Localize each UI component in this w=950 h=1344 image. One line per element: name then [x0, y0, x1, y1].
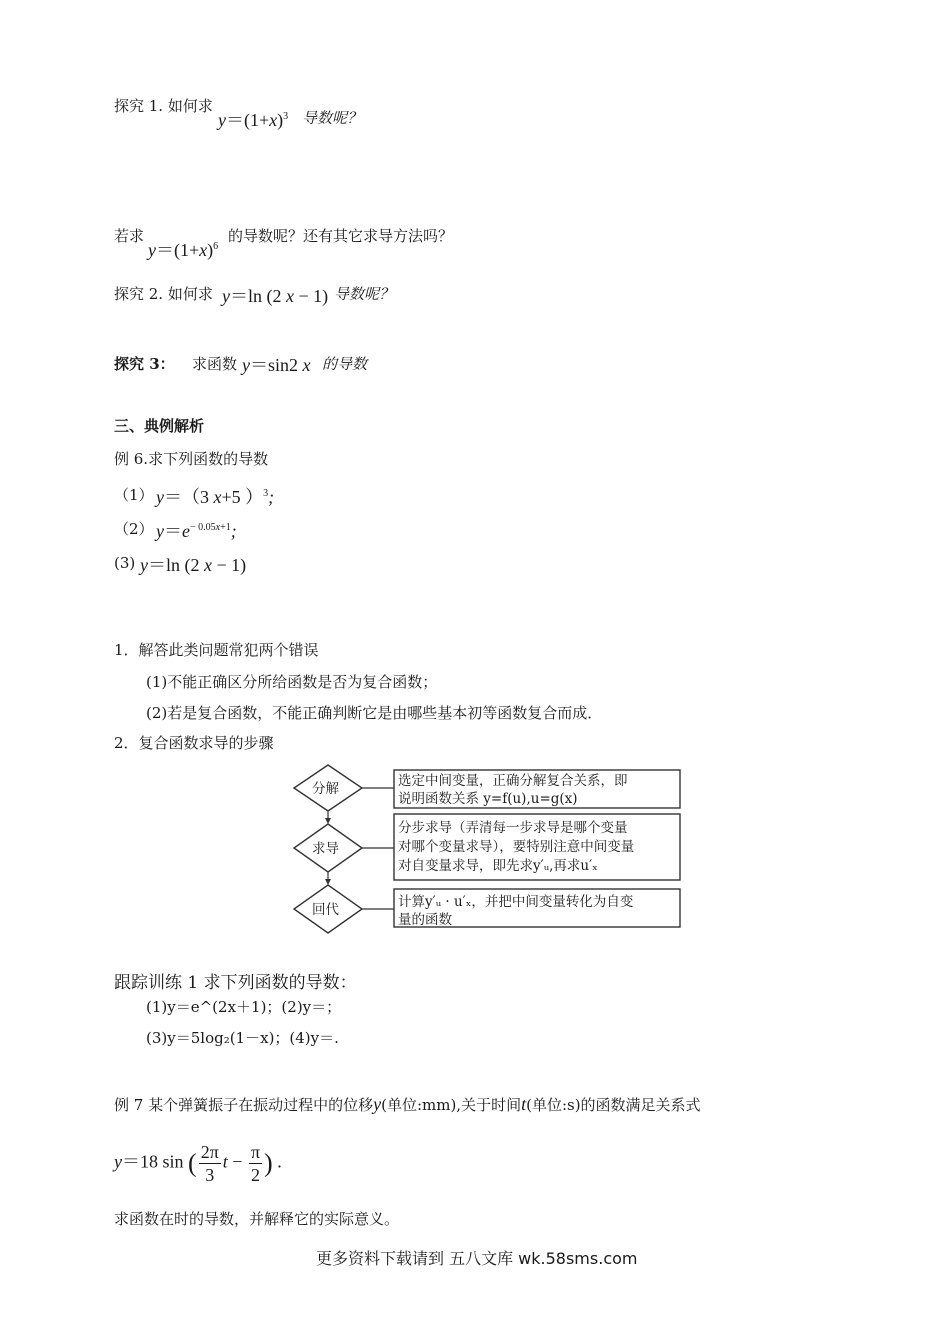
- example6-item1-formula: y＝（3 x+5 ）$^3$;: [156, 487, 275, 507]
- example6-item1-num: （1）: [114, 486, 154, 504]
- explore1-tail: 导数呢？: [302, 109, 363, 127]
- training-line-1: (1)y＝e^(2x＋1)；(2)y＝；: [146, 998, 342, 1016]
- section-heading: 三、典例解析: [114, 417, 205, 435]
- explore3-label: 探究 3：: [114, 355, 175, 373]
- footer-text[interactable]: 更多资料下载请到 五八文库 wk.58sms.com: [316, 1249, 638, 1268]
- flow-step-3-label: 回代: [312, 902, 339, 918]
- training-line-2: (3)y＝5log₂(1－x)；(4)y＝.: [146, 1029, 339, 1047]
- example6-item2-formula: $y=e^{- 0.05x+1}$;: [156, 521, 237, 541]
- explore1-label: 探究 1. 如何求: [114, 97, 213, 115]
- explore2-tail: 导数呢？: [334, 285, 395, 303]
- note-1b: (2)若是复合函数，不能正确判断它是由哪些基本初等函数复合而成．: [146, 704, 603, 722]
- flow-step-3-desc-2: 量的函数: [398, 912, 452, 928]
- example7-line: [114, 1094, 701, 1115]
- example7-formula: y＝18 sin ( $\frac{2\pi}{3}$ t − $\frac{\pi}{2}$ ) .: [114, 1142, 282, 1185]
- explore1b-formula: $y=(1+x)^6$: [148, 240, 219, 260]
- explore3-prefix: 求函数: [192, 355, 238, 373]
- explore2-formula: y＝ln (2 x − 1): [222, 286, 329, 306]
- flow-step-3-desc-1: 计算y′ᵤ · u′ₓ，并把中间变量转化为自变: [398, 894, 634, 910]
- flow-step-2-desc-3: 对自变量求导，即先求y′ᵤ,再求u′ₓ: [398, 858, 598, 874]
- explore1-formula: $y=(1+x)^3$: [218, 110, 289, 130]
- example6-item3-formula: y＝ln (2 x − 1): [140, 555, 247, 575]
- example7-question: 求函数在时的导数，并解释它的实际意义。: [114, 1210, 400, 1228]
- note-2: 2．复合函数求导的步骤: [114, 734, 274, 752]
- example7-var-y: y: [373, 1094, 382, 1114]
- note-1: 1．解答此类问题常犯两个错误: [114, 641, 319, 659]
- explore3-tail: 的导数: [322, 355, 368, 373]
- explore3-formula: y＝sin2 x: [242, 355, 311, 375]
- example6-item2-num: （2）: [114, 520, 154, 538]
- explore1b-label: 若求: [114, 227, 145, 245]
- example7-text-b: (单位:mm),关于时间: [381, 1096, 522, 1114]
- example7-text-a: 例 7 某个弹簧振子在振动过程中的位移: [114, 1096, 374, 1114]
- flow-step-2-desc-1: 分步求导（弄清每一步求导是哪个变量: [398, 820, 628, 836]
- flow-arrowhead-1: [325, 818, 331, 824]
- flow-step-1-desc-2: 说明函数关系 y=f(u),u=g(x): [398, 791, 578, 807]
- flow-step-1-label: 分解: [312, 781, 339, 797]
- explore2-label: 探究 2. 如何求: [114, 285, 213, 303]
- training-title: 跟踪训练 1 求下列函数的导数：: [114, 973, 357, 993]
- example6-title: 例 6.求下列函数的导数: [114, 450, 269, 468]
- flow-arrowhead-2: [325, 879, 331, 885]
- flow-step-1-desc-1: 选定中间变量，正确分解复合关系，即: [398, 773, 628, 789]
- explore1b-tail: 的导数呢？还有其它求导方法吗？: [228, 227, 454, 245]
- example6-item3-num: (3): [114, 554, 136, 572]
- note-1a: (1)不能正确区分所给函数是否为复合函数；: [146, 673, 438, 691]
- example7-var-t: t: [521, 1094, 527, 1114]
- example7-text-c: (单位:s)的函数满足关系式: [526, 1096, 701, 1114]
- flow-step-2-desc-2: 对哪个变量求导），要特别注意中间变量: [398, 839, 635, 855]
- flow-step-2-label: 求导: [312, 841, 339, 857]
